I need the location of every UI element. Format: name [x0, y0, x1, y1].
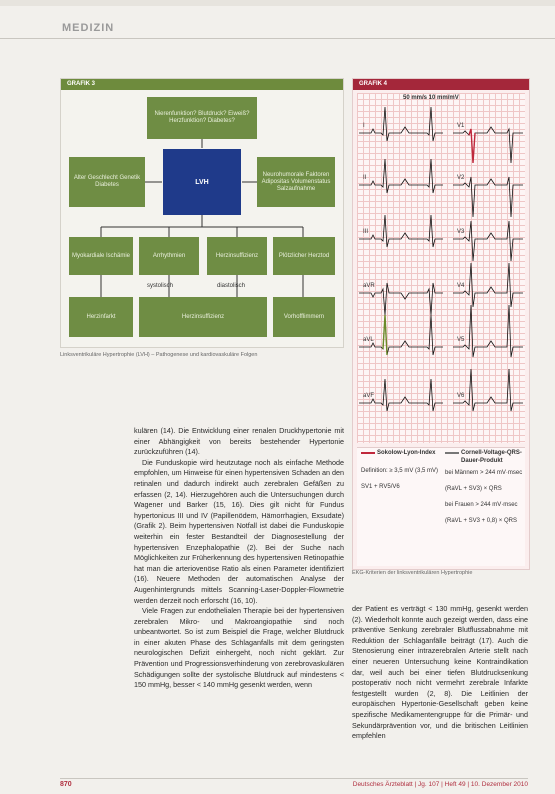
graph3-panel — [60, 78, 344, 348]
graph3-left-box: Alter Geschlecht Genetik Diabetes — [69, 157, 145, 207]
graph3-row3-box-1: Herzinfarkt — [69, 297, 133, 337]
graph3-row2-box-1: Myokardiale Ischämie — [69, 237, 133, 275]
legend-right-women: bei Frauen > 244 mV·msec — [445, 502, 518, 508]
graph3-row3-box-3: Vorhofflimmern — [273, 297, 335, 337]
graph3-right-box: Neurohumorale Faktoren Adipositas Volumenstatus Salzaufnahme — [257, 157, 335, 207]
legend-right-title: Cornell-Voltage-QRS-Dauer-Produkt — [461, 450, 522, 464]
body-column-1 — [134, 426, 344, 771]
graph3-row2-box-2: Arrhythmien — [139, 237, 199, 275]
legend-left-formula: SV1 + RV5/V6 — [361, 484, 400, 490]
graph4-title: GRAFIK 4 — [353, 79, 529, 90]
legend-right-men: bei Männern > 244 mV·msec — [445, 470, 523, 476]
lead-label: I — [363, 123, 365, 129]
lead-label: II — [363, 175, 367, 181]
graph3-top-box: Nierenfunktion? Blutdruck? Eiweiß? Herzfunktion? Diabetes? — [147, 97, 257, 139]
lead-label: aVR — [363, 283, 375, 289]
legend-swatch-gray — [445, 452, 459, 454]
lead-label: V4 — [457, 283, 465, 289]
ecg-grid — [357, 93, 525, 443]
label-diastolic: diastolisch — [217, 283, 246, 289]
graph3-lvh-box: LVH — [163, 149, 241, 215]
legend-left-def: Definition: ≥ 3,5 mV (3,5 mV) — [361, 468, 438, 474]
footer-rule — [60, 778, 528, 779]
legend-right-women-formula: (RaVL + SV3 + 0,8) × QRS — [445, 518, 517, 524]
graph3-row3-box-2: Herzinsuffizienz — [139, 297, 267, 337]
header-rule — [0, 38, 555, 39]
ecg-legend — [357, 447, 525, 566]
legend-swatch-red — [361, 452, 375, 454]
graph4-caption: EKG-Kriterien der linksventrikulären Hypertrophie — [352, 570, 473, 576]
lead-label: aVL — [363, 337, 374, 343]
lead-label: aVF — [363, 393, 375, 399]
paragraph: der Patient es verträgt < 130 mmHg, gesenkt werden (2). Wiederholt konnte auch gezeigt werden, dass eine präventive Senkung zerebraler Blutflussabnahme mit Reduktion der Schlaganfälle beiträgt (17). Auch die Stenosierung einer intrazerebralen Arterie stellt nach einer neueren Untersuchung keine Kontraindikation dar, weil auch bei einer tiefen Blutdrucksenkung postoperativ noch nicht vermehrt zerebrale Infarkte festgestellt wurden (2, 8). Die Leitlinien der europäischen Hypertonie-Gesellschaft geben keine spezifische Medikamentengruppe für die Primär- und Sekundärprävention vor, und die britischen Leitlinien empfehlen — [352, 604, 528, 741]
ecg-traces — [357, 93, 525, 443]
lead-label: III — [363, 229, 369, 235]
lead-label: V5 — [457, 337, 465, 343]
legend-right-men-formula: (RaVL + SV3) × QRS — [445, 486, 502, 492]
lead-label: V6 — [457, 393, 465, 399]
paragraph: kulären (14). Die Entwicklung einer renalen Druckhypertonie mit einer Abhängigkeit von bereits bestehender Hypertonie zurückzuführen (14). — [134, 426, 344, 457]
lead-label: V3 — [457, 229, 465, 235]
page-number: 870 — [60, 781, 72, 788]
label-systolic: systolisch — [147, 283, 174, 289]
lead-label: V2 — [457, 175, 465, 181]
top-strip — [0, 0, 555, 6]
legend-left-title: Sokolow-Lyon-Index — [377, 450, 436, 456]
body-column-2 — [352, 604, 528, 772]
paragraph: Die Funduskopie wird heutzutage noch als einfache Methode empfohlen, um Hinweise für einen hypertensiven Schaden an den retinalen und dadurch indirekt auch zerebralen Gefäßen zu erfassen (2, 14). Hierzugehören auch die Untersuchungen durch Wagener und Barker (15, 16). Dies gilt nicht für Fundus hypertonicus III und IV (Papillenödem, Hämorrhagien, Exsudate) (Grafik 2). Beim hypertensiven Notfall ist dabei die Funduskopie weiterhin ein fester Bestandteil der Diagnosestellung der hypertensiven Enzephalopathie (2). Bei der Suche nach Möglichkeiten zur Früherkennung des hypertensiven Retinopathie hat man die arteriovenöse Ratio als einen Parameter identifiziert (16). Neuere Methoden der automatischen Analyse der Augenhintergrunds mittels Scanning-Laser-Doppler-Flowmetrie werden derzeit noch erforscht (16, 10). — [134, 457, 344, 605]
graph3-caption: Linksventrikuläre Hypertrophie (LVH) – Pathogenese und kardiovaskuläre Folgen — [60, 352, 258, 358]
paragraph: Viele Fragen zur endothelialen Therapie bei der hypertensiven zerebralen Mikro- und Makroangiopathie sind noch unbeantwortet. So ist zum Beispiel die Frage, welcher Blutdruck in einer akuten Phase des Schlaganfalls mit dem geringsten neurologischen Defizit einhergeht, noch nicht geklärt. Zur Prävention und Progressionsverhinderung von zerebrovaskulären Schädigungen sollte der systolische Blutdruck auf mindestens < 150 mmHg, besser < 140 mmHg gesenkt werden, wenn — [134, 606, 344, 690]
graph3-row2-box-3: Herzinsuffizienz — [207, 237, 267, 275]
section-label: MEDIZIN — [62, 22, 115, 34]
graph3-row2-box-4: Plötzlicher Herztod — [273, 237, 335, 275]
journal-citation: Deutsches Ärzteblatt | Jg. 107 | Heft 49 | 10. Dezember 2010 — [352, 781, 528, 788]
graph3-title: GRAFIK 3 — [61, 79, 343, 90]
graph4-panel — [352, 78, 530, 570]
lead-label: V1 — [457, 123, 465, 129]
ecg-scale: 50 mm/s 10 mm/mV — [403, 95, 459, 101]
